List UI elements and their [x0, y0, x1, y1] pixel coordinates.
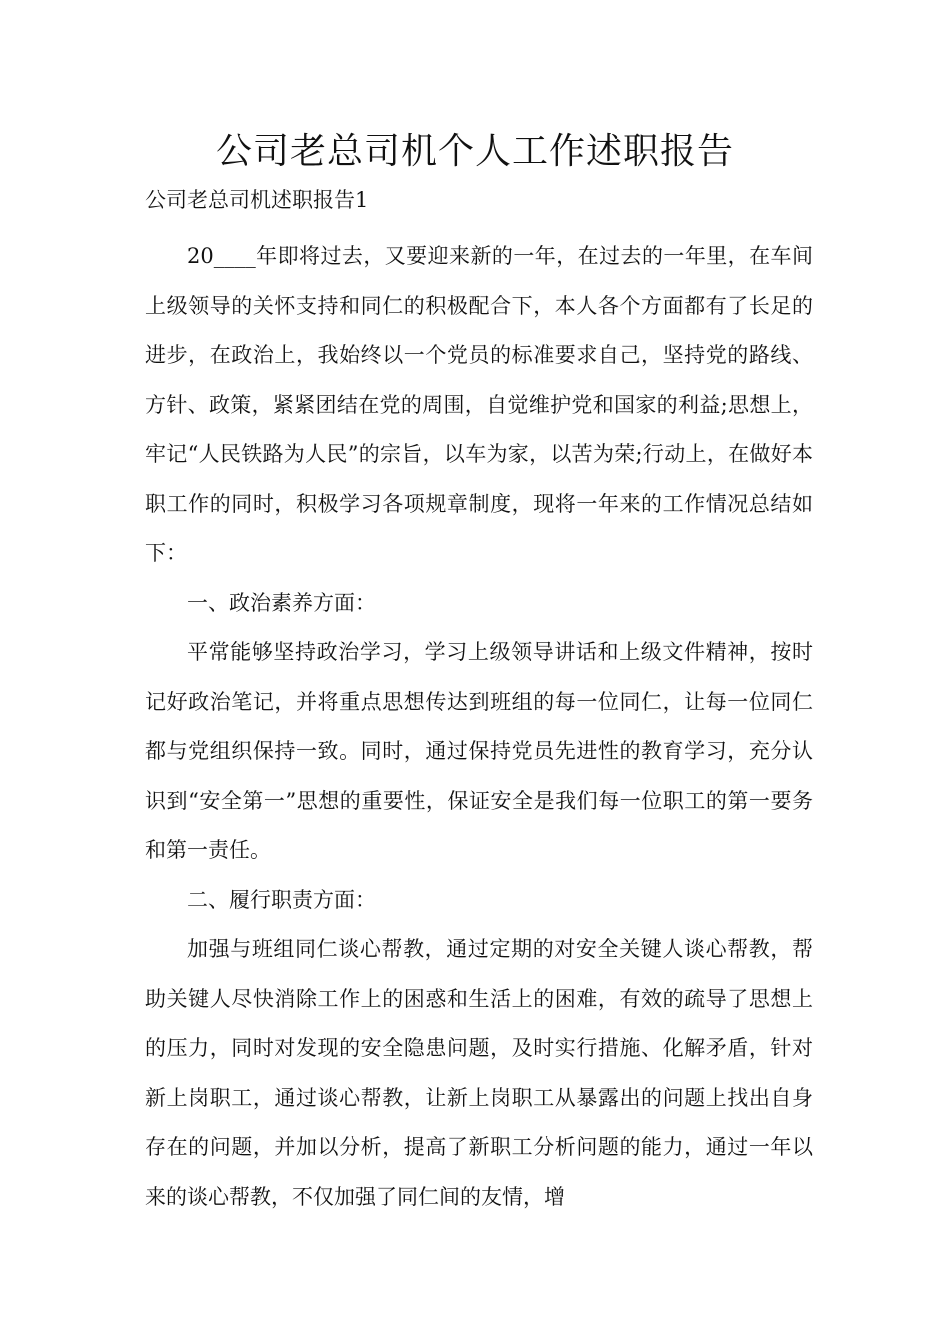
- document-subtitle: 公司老总司机述职报告1: [145, 188, 369, 212]
- paragraph-intro: 20____年即将过去，又要迎来新的一年，在过去的一年里，在车间上级领导的关怀支持和同仁的积极配合下，本人各个方面都有了长足的进步，在政治上，我始终以一个党员的标准要求自己，坚持党的路线、方针、政策，紧紧团结在党的周围，自觉维护党和国家的利益;思想上，牢记“人民铁路为人民”的宗旨，以车为家，以苦为荣;行动上，在做好本职工作的同时，积极学习各项规章制度，现将一年来的工作情况总结如下：: [145, 244, 813, 565]
- paragraph-political: 平常能够坚持政治学习，学习上级领导讲话和上级文件精神，按时记好政治笔记，并将重点思想传达到班组的每一位同仁，让每一位同仁都与党组织保持一致。同时，通过保持党员先进性的教育学习，充分认识到“安全第一”思想的重要性，保证安全是我们每一位职工的第一要务和第一责任。: [145, 640, 813, 862]
- document-title: 公司老总司机个人工作述职报告: [215, 131, 734, 172]
- section-heading-political: 一、政治素养方面：: [187, 590, 376, 615]
- section-heading-duties: 二、履行职责方面：: [187, 887, 376, 912]
- document-body: [145, 232, 813, 1222]
- paragraph-duties: 加强与班组同仁谈心帮教，通过定期的对安全关键人谈心帮教，帮助关键人尽快消除工作上的困惑和生活上的困难，有效的疏导了思想上的压力，同时对发现的安全隐患问题，及时实行措施、化解矛盾，针对新上岗职工，通过谈心帮教，让新上岗职工从暴露出的问题上找出自身存在的问题，并加以分析，提高了新职工分析问题的能力，通过一年以来的谈心帮教，不仅加强了同仁间的友情，增: [145, 937, 813, 1209]
